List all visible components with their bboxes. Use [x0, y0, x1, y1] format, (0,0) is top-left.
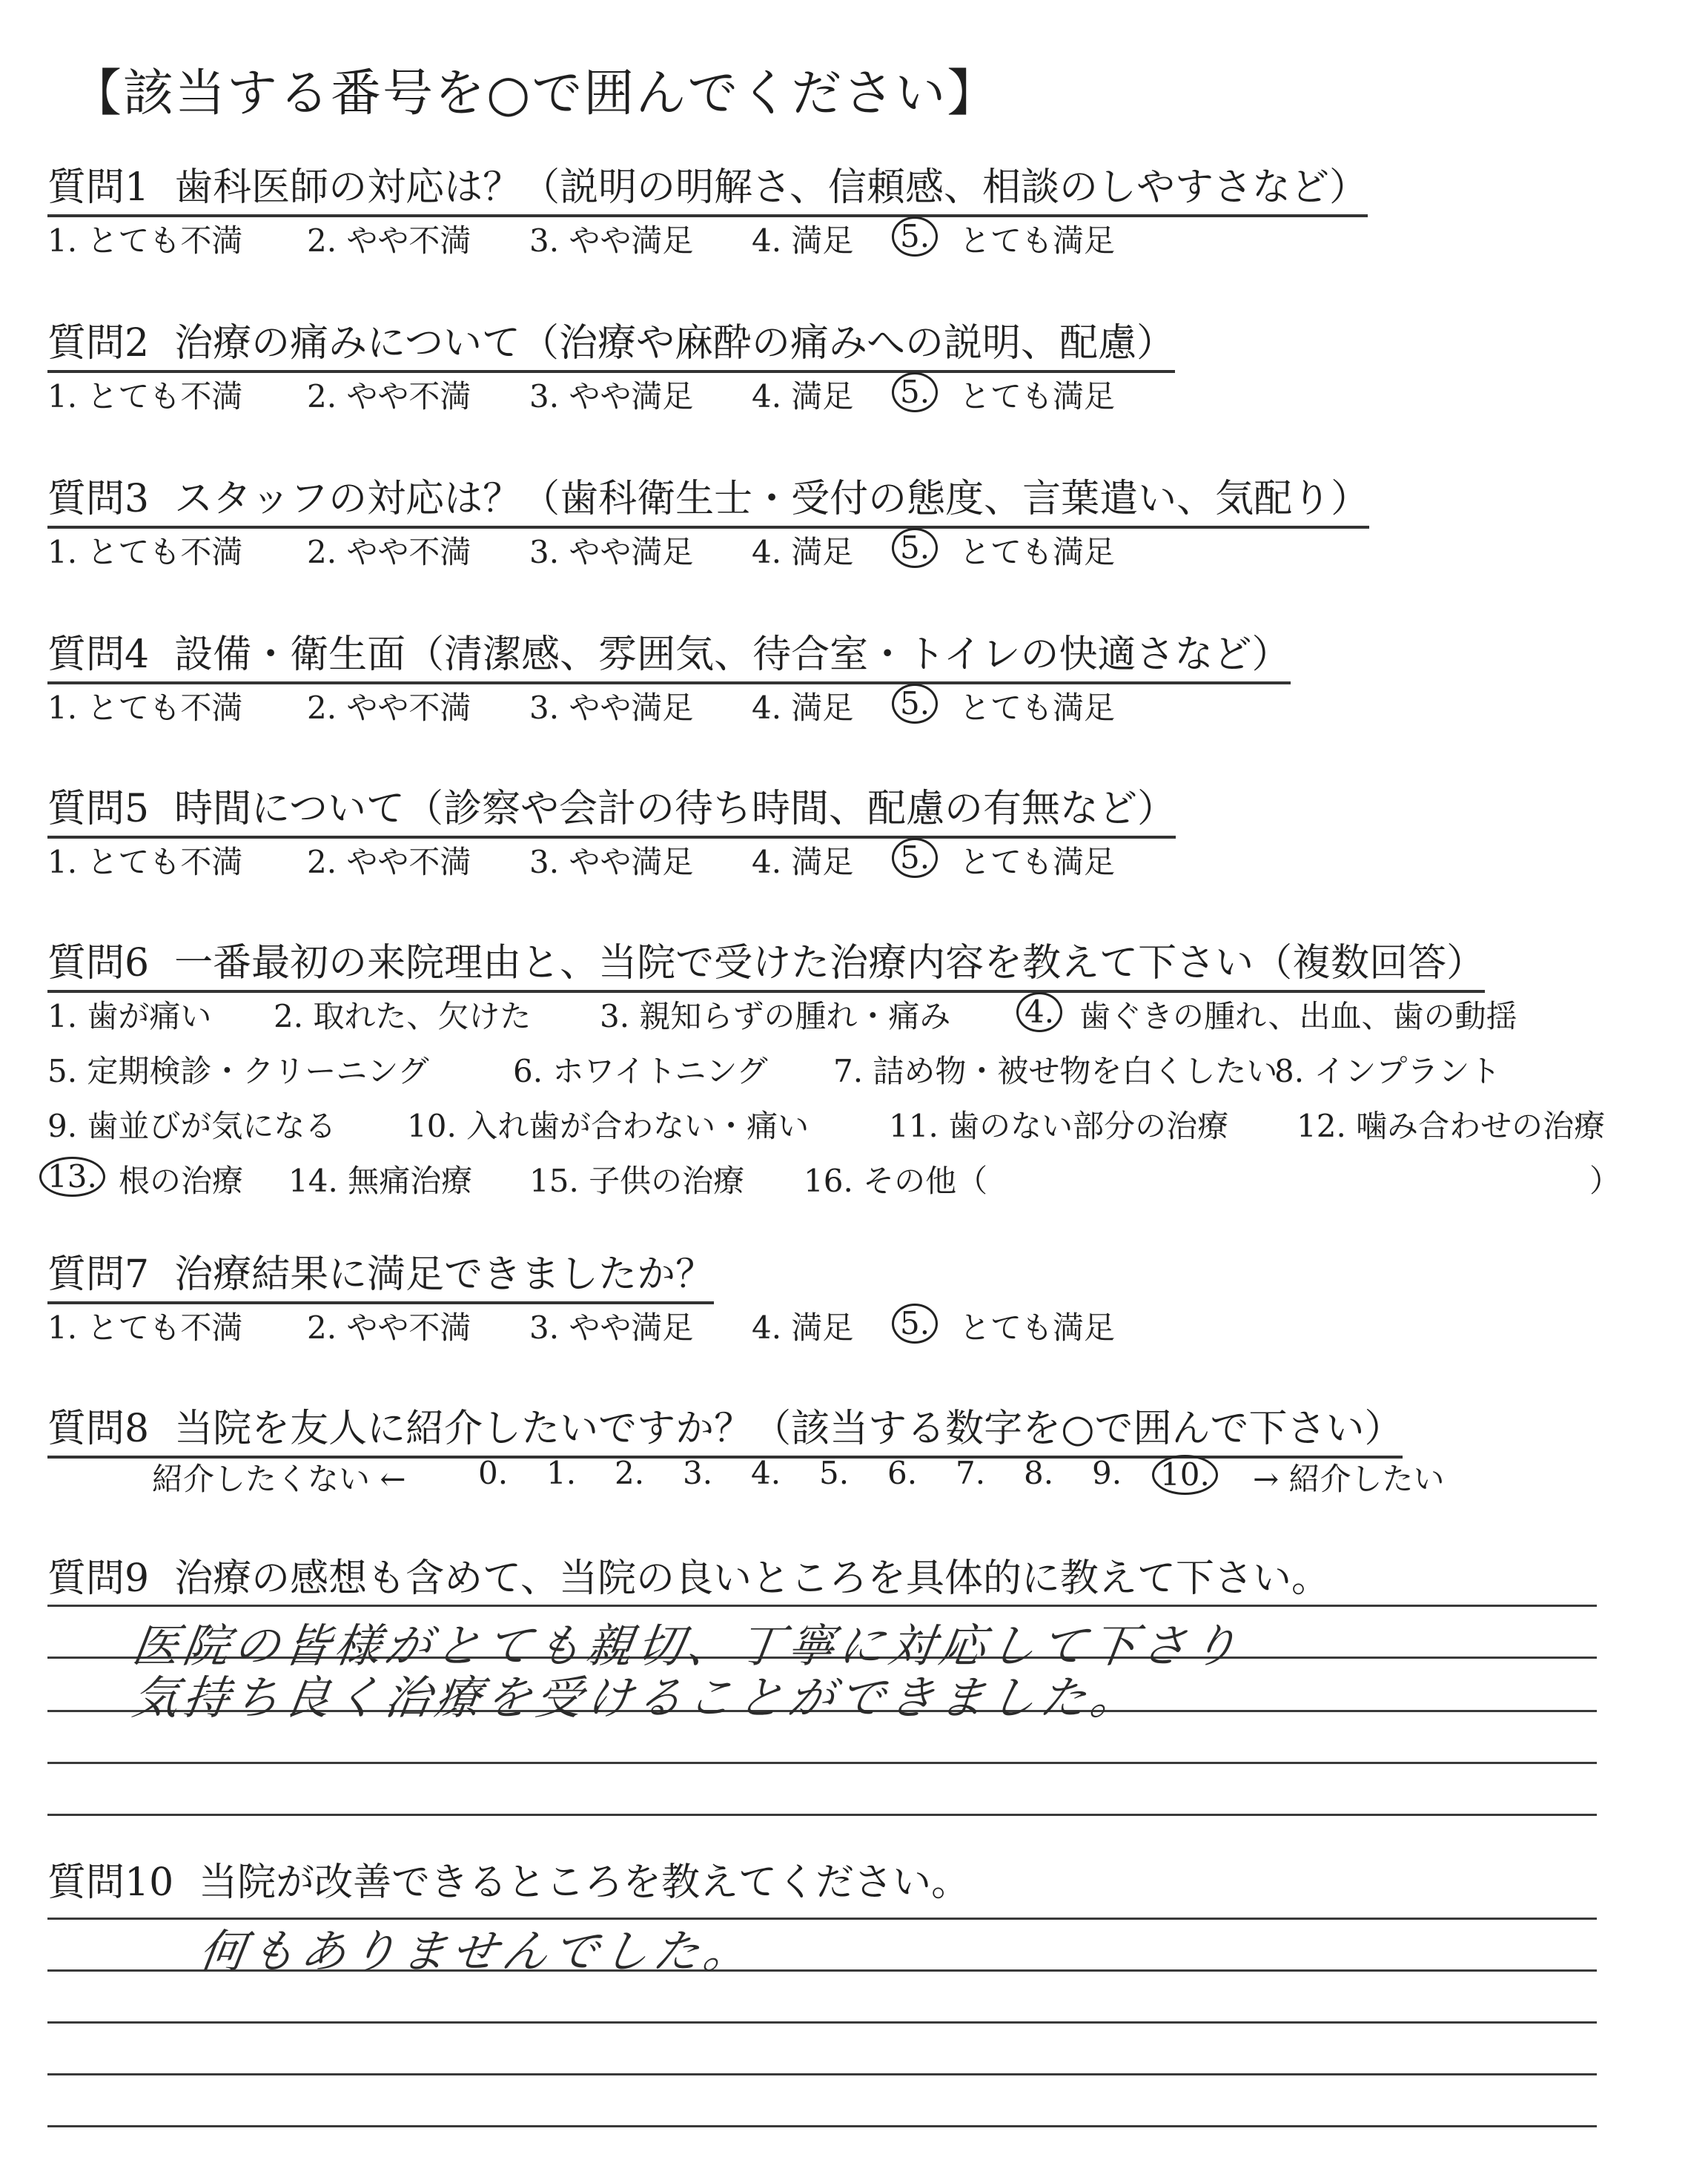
handwritten-answer-q9-line-1: 医院の皆様がとても親切、丁寧に対応して下さり	[129, 1619, 1246, 1673]
recommend-scale-1[interactable]: 1.	[546, 1455, 577, 1491]
reason-option-3[interactable]: 3. 親知らずの腫れ・痛み	[600, 998, 951, 1034]
question-8-label: 質問8	[47, 1407, 150, 1451]
answer-line	[47, 2125, 1597, 2127]
rating-option-2[interactable]: 2. やや不満	[307, 222, 471, 259]
question-8	[47, 1397, 1403, 1459]
question-9	[47, 1547, 1330, 1605]
other-close-paren: ）	[1589, 1163, 1621, 1199]
recommend-scale-0[interactable]: 0.	[478, 1455, 509, 1491]
handwritten-answer-q10: 何もありませんでした。	[196, 1924, 758, 1978]
rating-option-3[interactable]: 3. やや満足	[529, 690, 694, 726]
question-7-text: 治療結果に満足できましたか？	[174, 1252, 715, 1297]
answer-line	[47, 1814, 1597, 1816]
recommend-scale-8[interactable]: 8.	[1024, 1455, 1054, 1491]
reason-option-11[interactable]: 11. 歯のない部分の治療	[889, 1108, 1229, 1144]
reason-option-7[interactable]: 7. 詰め物・被せ物を白くしたい	[833, 1053, 1278, 1089]
form-header: 【該当する番号を○で囲んでください】	[71, 65, 999, 123]
recommend-scale-2[interactable]: 2.	[615, 1455, 645, 1491]
rating-option-5-selected[interactable]	[900, 838, 938, 878]
rating-option-3[interactable]: 3. やや満足	[529, 534, 694, 570]
recommend-scale-9[interactable]: 9.	[1092, 1455, 1122, 1491]
question-3	[47, 467, 1369, 529]
recommend-scale-6[interactable]: 6.	[887, 1455, 918, 1491]
reason-option-4-label: 歯ぐきの腫れ、出血、歯の動揺	[1079, 998, 1517, 1034]
question-2-label: 質問2	[47, 321, 150, 366]
reason-option-1[interactable]: 1. 歯が痛い	[47, 998, 212, 1034]
rating-option-1[interactable]: 1. とても不満	[47, 222, 243, 259]
question-4-label: 質問4	[47, 633, 150, 677]
recommend-scale-right-label: → 紹介したい	[1253, 1461, 1445, 1497]
question-3-label: 質問3	[47, 477, 150, 521]
rating-option-3[interactable]: 3. やや満足	[529, 844, 694, 880]
rating-option-5-label: とても満足	[959, 534, 1116, 570]
rating-option-4[interactable]: 4. 満足	[752, 1309, 854, 1346]
rating-option-1[interactable]: 1. とても不満	[47, 378, 243, 415]
rating-option-2[interactable]: 2. やや不満	[307, 690, 471, 726]
question-10-text: 当院が改善できるところを教えてください。	[199, 1860, 970, 1905]
answer-line	[47, 2073, 1597, 2075]
question-1-label: 質問1	[47, 165, 150, 210]
question-1-text: 歯科医師の対応は？（説明の明解さ、信頼感、相談のしやすさなど）	[174, 165, 1368, 210]
question-2-text: 治療の痛みについて（治療や麻酔の痛みへの説明、配慮）	[174, 321, 1176, 366]
reason-option-13-selected[interactable]	[47, 1157, 105, 1197]
question-3-text: スタッフの対応は？（歯科衛生士・受付の態度、言葉遣い、気配り）	[174, 477, 1370, 521]
question-7	[47, 1243, 714, 1304]
question-4-text: 設備・衛生面（清潔感、雰囲気、待合室・トイレの快適さなど）	[174, 633, 1291, 677]
recommend-scale-7[interactable]: 7.	[956, 1455, 986, 1491]
recommend-scale-5[interactable]: 5.	[819, 1455, 850, 1491]
question-2	[47, 311, 1175, 373]
reason-option-2[interactable]: 2. 取れた、欠けた	[274, 998, 532, 1034]
rating-option-5-selected[interactable]	[900, 528, 938, 568]
rating-option-5-selected[interactable]	[900, 1304, 938, 1344]
selection-circle: 5.	[892, 684, 938, 724]
rating-option-4[interactable]: 4. 満足	[752, 378, 854, 415]
reason-option-12[interactable]: 12. 噛み合わせの治療	[1297, 1108, 1606, 1144]
reason-option-15[interactable]: 15. 子供の治療	[529, 1163, 745, 1199]
question-6	[47, 931, 1485, 993]
reason-option-5[interactable]: 5. 定期検診・クリーニング	[47, 1053, 429, 1089]
recommend-scale-10-selected[interactable]	[1160, 1455, 1218, 1495]
answer-line	[47, 2021, 1597, 2024]
rating-option-5-label: とても満足	[959, 378, 1116, 415]
question-4	[47, 623, 1291, 684]
reason-option-14[interactable]: 14. 無痛治療	[288, 1163, 473, 1199]
question-5	[47, 777, 1176, 839]
rating-option-5-label: とても満足	[959, 690, 1116, 726]
selection-circle: 13.	[39, 1157, 105, 1197]
question-6-text: 一番最初の来院理由と、当院で受けた治療内容を教えて下さい（複数回答）	[174, 941, 1486, 985]
selection-circle: 5.	[892, 838, 938, 878]
rating-option-4[interactable]: 4. 満足	[752, 534, 854, 570]
handwritten-answer-q9-line-2: 気持ち良く治療を受けることができました。	[129, 1671, 1145, 1725]
selection-circle: 4.	[1016, 992, 1062, 1032]
rating-option-4[interactable]: 4. 満足	[752, 690, 854, 726]
question-10-label: 質問10	[47, 1860, 174, 1905]
answer-line	[47, 1762, 1597, 1764]
reason-option-16-other[interactable]: 16. その他（	[804, 1163, 988, 1199]
reason-option-4-selected[interactable]	[1025, 992, 1062, 1032]
rating-option-1[interactable]: 1. とても不満	[47, 844, 243, 880]
rating-option-5-label: とても満足	[959, 1309, 1116, 1346]
rating-option-2[interactable]: 2. やや不満	[307, 844, 471, 880]
question-10	[47, 1851, 970, 1909]
question-5-text: 時間について（診察や会計の待ち時間、配慮の有無など）	[174, 787, 1176, 831]
question-6-label: 質問6	[47, 941, 150, 985]
reason-option-9[interactable]: 9. 歯並びが気になる	[47, 1108, 337, 1144]
rating-option-1[interactable]: 1. とても不満	[47, 690, 243, 726]
recommend-scale-4[interactable]: 4.	[751, 1455, 781, 1491]
reason-option-6[interactable]: 6. ホワイトニング	[513, 1053, 768, 1089]
rating-option-1[interactable]: 1. とても不満	[47, 1309, 243, 1346]
rating-option-4[interactable]: 4. 満足	[752, 844, 854, 880]
rating-option-5-label: とても満足	[959, 222, 1116, 259]
recommend-scale-3[interactable]: 3.	[683, 1455, 713, 1491]
question-1	[47, 156, 1368, 217]
recommend-scale-left-label: 紹介したくない ←	[152, 1461, 406, 1497]
question-8-text: 当院を友人に紹介したいですか？（該当する数字を○で囲んで下さい）	[174, 1407, 1403, 1451]
question-9-label: 質問9	[47, 1556, 150, 1601]
rating-option-1[interactable]: 1. とても不満	[47, 534, 243, 570]
rating-option-5-selected[interactable]	[900, 217, 938, 257]
rating-option-3[interactable]: 3. やや満足	[529, 1309, 694, 1346]
question-7-label: 質問7	[47, 1252, 150, 1297]
rating-option-4[interactable]: 4. 満足	[752, 222, 854, 259]
rating-option-3[interactable]: 3. やや満足	[529, 378, 694, 415]
selection-circle: 5.	[892, 217, 938, 257]
reason-option-13-label: 根の治療	[119, 1163, 244, 1199]
selection-circle: 5.	[892, 1304, 938, 1344]
rating-option-5-selected[interactable]	[900, 372, 938, 412]
selection-circle: 5.	[892, 372, 938, 412]
rating-option-2[interactable]: 2. やや不満	[307, 1309, 471, 1346]
reason-option-8[interactable]: 8. インプラント	[1274, 1053, 1501, 1089]
rating-option-2[interactable]: 2. やや不満	[307, 534, 471, 570]
rating-option-5-label: とても満足	[959, 844, 1116, 880]
rating-option-2[interactable]: 2. やや不満	[307, 378, 471, 415]
question-5-label: 質問5	[47, 787, 150, 831]
rating-option-5-selected[interactable]	[900, 684, 938, 724]
selection-circle: 10.	[1152, 1455, 1218, 1495]
selection-circle: 5.	[892, 528, 938, 568]
reason-option-10[interactable]: 10. 入れ歯が合わない・痛い	[407, 1108, 810, 1144]
question-9-text: 治療の感想も含めて、当院の良いところを具体的に教えて下さい。	[174, 1556, 1331, 1601]
answer-line	[47, 1605, 1597, 1607]
rating-option-3[interactable]: 3. やや満足	[529, 222, 694, 259]
